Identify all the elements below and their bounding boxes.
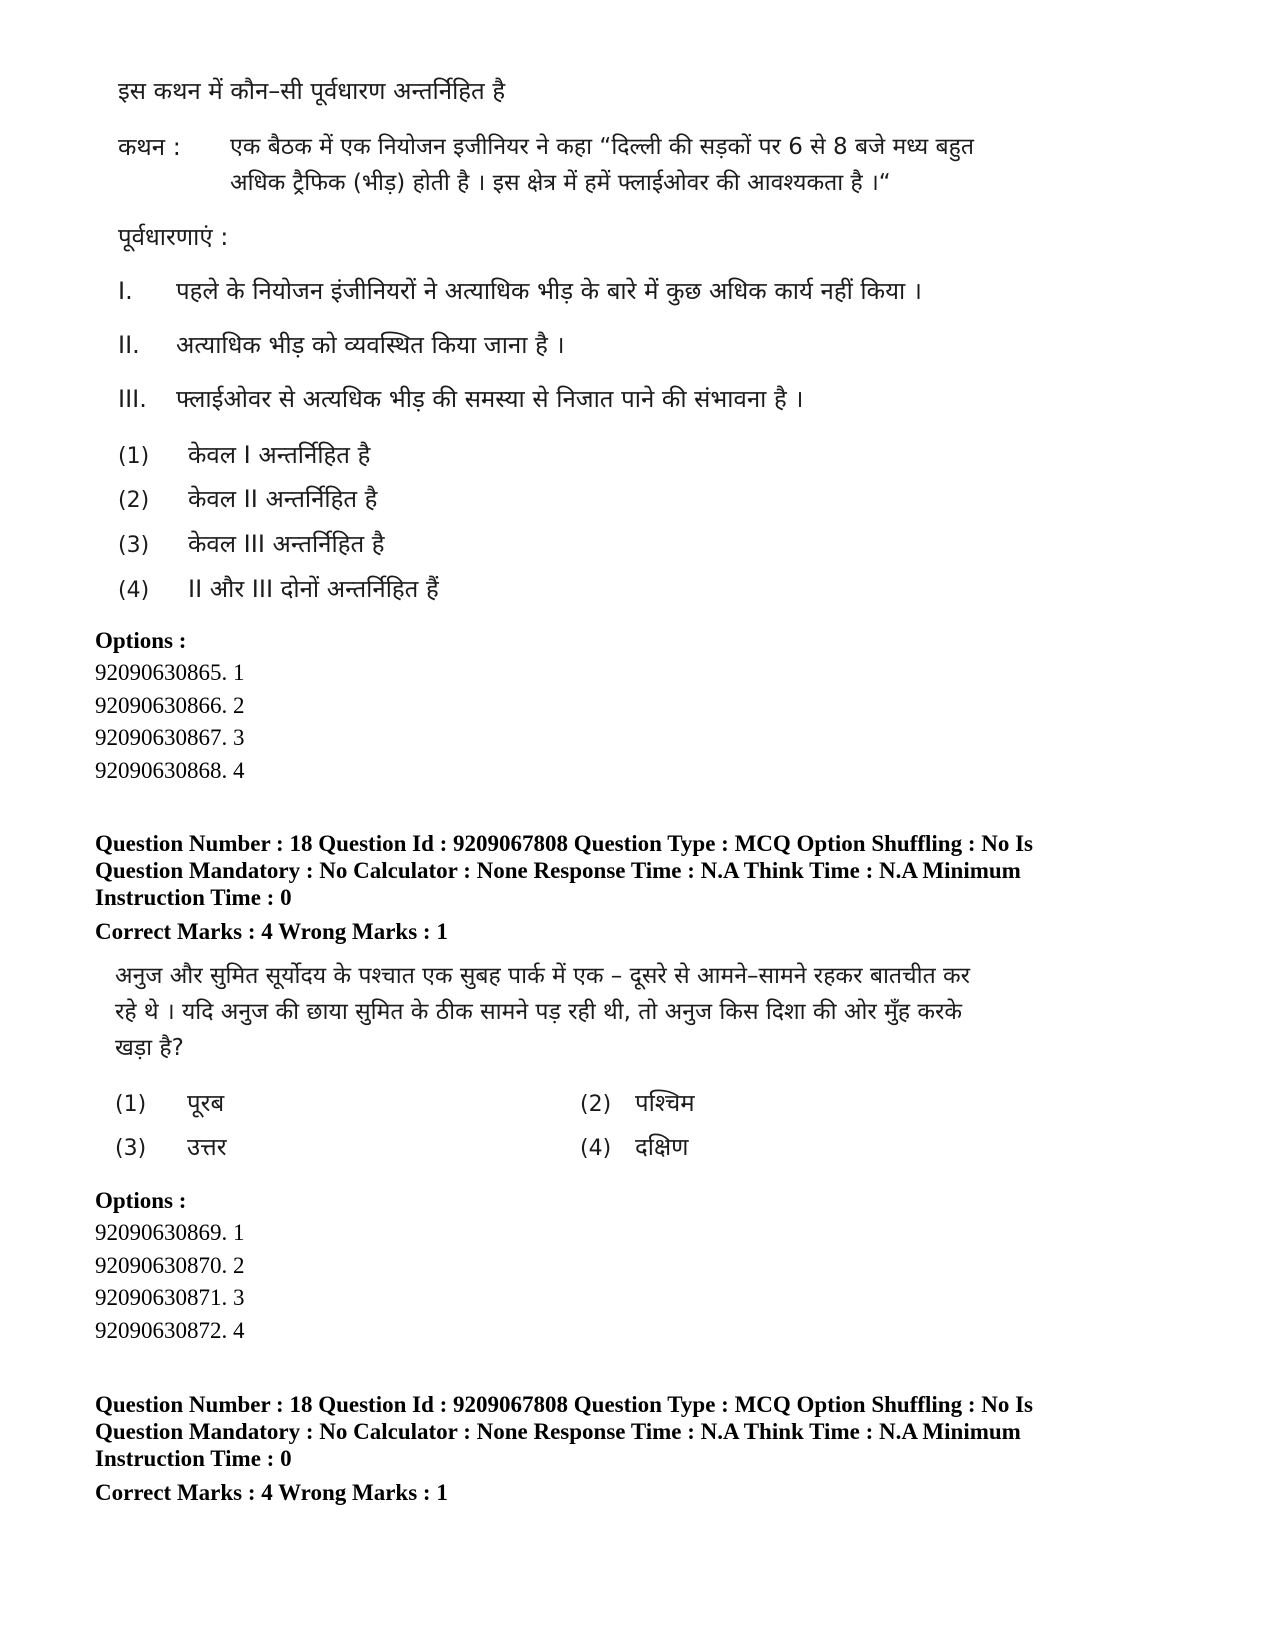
options-label: Options : [95, 1188, 187, 1213]
question-meta-line-3: Instruction Time : 0 [95, 1446, 292, 1471]
question-meta-line-2: Question Mandatory : No Calculator : None Response Time : N.A Think Time : N.A Minimum [95, 1419, 1021, 1444]
choice-item [118, 570, 439, 608]
question-meta-line-1: Question Number : 18 Question Id : 9209067808 Question Type : MCQ Option Shuffling : No Is [95, 1392, 1034, 1417]
assumption-text: अत्याधिक भीड़ को व्यवस्थित किया जाना है । [176, 331, 565, 359]
statement-label: कथन : [118, 133, 181, 161]
choice-text: केवल II अन्तर्निहित है [188, 485, 378, 513]
choice-text: II और III दोनों अन्तर्निहित हैं [188, 575, 439, 603]
question-meta-line-1: Question Number : 18 Question Id : 9209067808 Question Type : MCQ Option Shuffling : No Is [95, 831, 1034, 856]
choice-number: (2) [580, 1092, 612, 1117]
choice-item [115, 1128, 227, 1166]
statement-line-1: एक बैठक में एक नियोजन इजीनियर ने कहा “दिल्ली की सड़कों पर 6 से 8 बजे मध्य बहुत [230, 134, 974, 160]
question-heading: इस कथन में कौन–सी पूर्वधारण अन्तर्निहित है [118, 77, 506, 105]
choice-number: (3) [118, 533, 150, 558]
choice-text: पश्चिम [635, 1089, 695, 1117]
option-item: 92090630867. 3 [95, 725, 245, 750]
assumption-item [118, 326, 565, 364]
choice-text: केवल III अन्तर्निहित है [188, 530, 385, 558]
assumption-number: I. [118, 277, 133, 305]
marks-info: Correct Marks : 4 Wrong Marks : 1 [95, 919, 448, 944]
option-item: 92090630868. 4 [95, 758, 245, 783]
options-label: Options : [95, 628, 187, 653]
option-item: 92090630871. 3 [95, 1285, 245, 1310]
option-item: 92090630869. 1 [95, 1220, 245, 1245]
choice-item [580, 1084, 695, 1122]
marks-info: Correct Marks : 4 Wrong Marks : 1 [95, 1480, 448, 1505]
option-item: 92090630865. 1 [95, 660, 245, 685]
assumption-number: II. [118, 331, 140, 359]
assumption-text: पहले के नियोजन इंजीनियरों ने अत्याधिक भीड़ के बारे में कुछ अधिक कार्य नहीं किया । [176, 277, 922, 305]
choice-text: केवल I अन्तर्निहित है [188, 441, 371, 469]
question-text-line-2: रहे थे । यदि अनुज की छाया सुमित के ठीक सामने पड़ रही थी, तो अनुज किस दिशा की ओर मुँह करके [115, 999, 963, 1025]
option-item: 92090630866. 2 [95, 693, 245, 718]
choice-number: (4) [580, 1136, 612, 1161]
choice-number: (2) [118, 488, 150, 513]
choice-number: (4) [118, 578, 150, 603]
choice-number: (1) [115, 1092, 147, 1117]
choice-item [115, 1084, 224, 1122]
assumptions-label: पूर्वधारणाएं : [118, 223, 229, 251]
choice-number: (1) [118, 444, 150, 469]
question-meta-line-2: Question Mandatory : No Calculator : None Response Time : N.A Think Time : N.A Minimum [95, 858, 1021, 883]
question-text-line-1: अनुज और सुमित सूर्योदय के पश्चात एक सुबह पार्क में एक – दूसरे से आमने–सामने रहकर बातचीत कर [115, 963, 971, 989]
assumption-text: फ्लाईओवर से अत्यधिक भीड़ की समस्या से निजात पाने की संभावना है । [176, 385, 804, 413]
choice-number: (3) [115, 1136, 147, 1161]
question-meta-line-3: Instruction Time : 0 [95, 885, 292, 910]
option-item: 92090630870. 2 [95, 1253, 245, 1278]
option-item: 92090630872. 4 [95, 1318, 245, 1343]
assumption-item [118, 272, 922, 310]
assumption-number: III. [118, 385, 147, 413]
choice-item [118, 480, 377, 518]
choice-text: उत्तर [187, 1133, 227, 1161]
choice-text: दक्षिण [635, 1133, 689, 1161]
choice-item [118, 436, 370, 474]
choice-text: पूरब [187, 1089, 225, 1117]
statement-line-2: अधिक ट्रैफिक (भीड़) होती है । इस क्षेत्र में हमें फ्लाईओवर की आवश्यकता है ।“ [230, 170, 891, 196]
choice-item [580, 1128, 689, 1166]
assumption-item [118, 380, 803, 418]
choice-item [118, 525, 385, 563]
question-text-line-3: खड़ा है? [115, 1035, 184, 1061]
